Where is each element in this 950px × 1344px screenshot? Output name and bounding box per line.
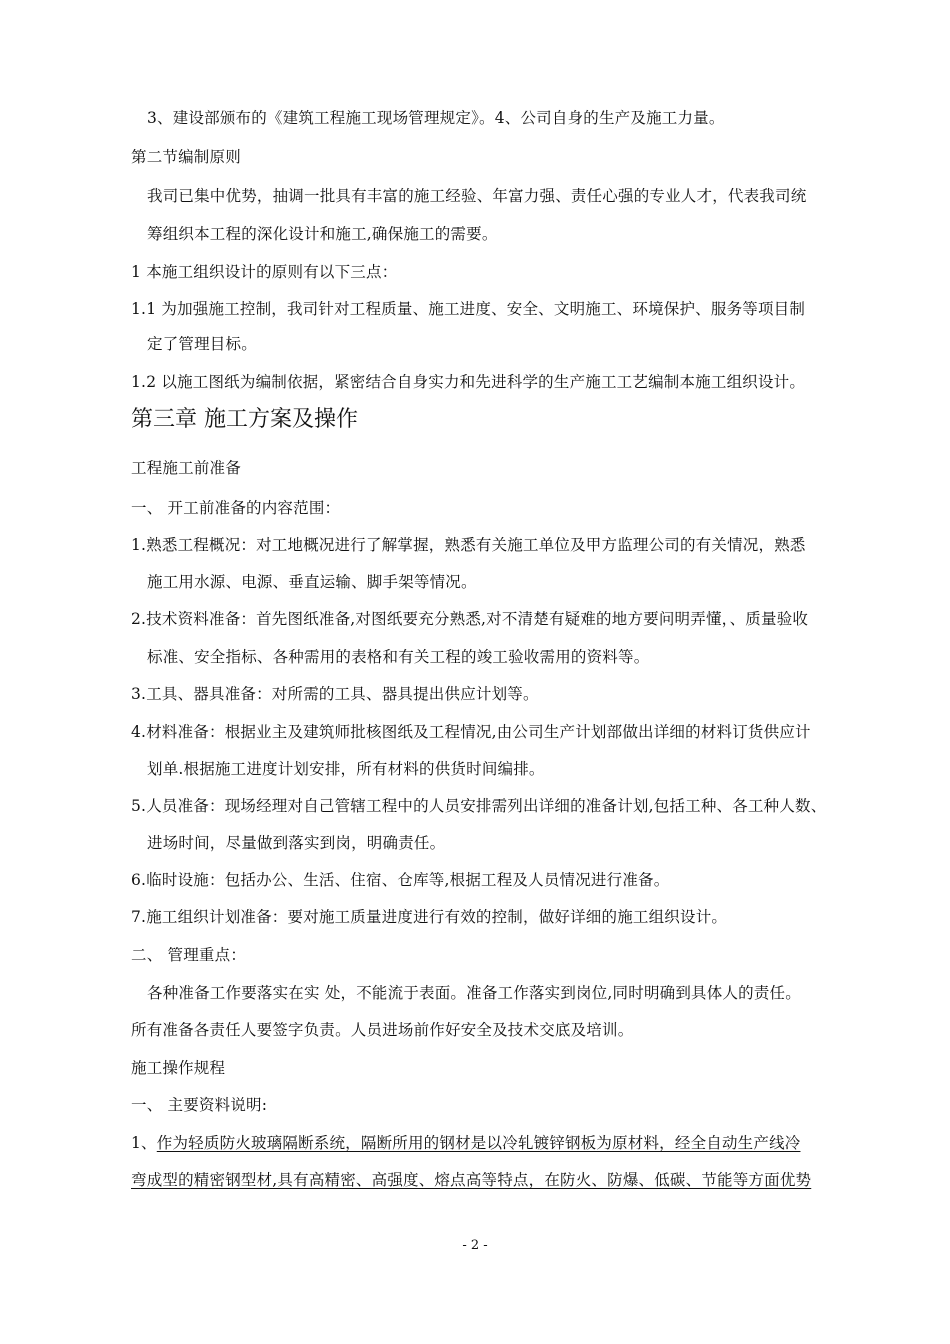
list-heading: 一、 开工前准备的内容范围：	[131, 499, 341, 517]
subsection-heading: 施工操作规程	[131, 1059, 226, 1077]
list-item: 3.工具、器具准备：对所需的工具、器具提出供应计划等。	[131, 685, 539, 703]
list-item: 5.人员准备：现场经理对自己管辖工程中的人员安排需列出详细的准备计划,包括工种、各工种人数、	[131, 797, 827, 815]
section-heading: 第二节编制原则	[131, 148, 241, 166]
list-item: 7.施工组织计划准备：要对施工质量进度进行有效的控制，做好详细的施工组织设计。	[131, 908, 728, 926]
paragraph-line: 标准、安全指标、各种需用的表格和有关工程的竣工验收需用的资料等。	[147, 648, 650, 666]
list-item: 1.熟悉工程概况：对工地概况进行了解掌握，熟悉有关施工单位及甲方监理公司的有关情况，熟悉	[131, 536, 806, 554]
underlined-text: 弯成型的精密钢型材,具有高精密、高强度、熔点高等特点，在防火、防爆、低碳、节能等方面优势	[131, 1171, 812, 1189]
paragraph-line: 我司已集中优势，抽调一批具有丰富的施工经验、年富力强、责任心强的专业人才，代表我司统	[147, 187, 807, 205]
list-item: 6.临时设施：包括办公、生活、住宿、仓库等,根据工程及人员情况进行准备。	[131, 871, 670, 889]
list-heading: 二、 管理重点：	[131, 946, 247, 964]
list-item	[131, 1133, 800, 1153]
list-heading: 一、 主要资料说明:	[131, 1096, 268, 1114]
list-item: 4.材料准备：根据业主及建筑师批核图纸及工程情况,由公司生产计划部做出详细的材料订货供应计	[131, 723, 811, 741]
list-item-number: 1、	[131, 1134, 157, 1152]
list-item: 1 本施工组织设计的原则有以下三点：	[131, 263, 398, 281]
paragraph-line: 进场时间，尽量做到落实到岗，明确责任。	[147, 834, 446, 852]
paragraph-line: 筹组织本工程的深化设计和施工,确保施工的需要。	[147, 225, 498, 243]
paragraph-line: 各种准备工作要落实在实 处，不能流于表面。准备工作落实到岗位,同时明确到具体人的责任。	[147, 984, 801, 1002]
paragraph-line: 划单.根据施工进度计划安排，所有材料的供货时间编排。	[147, 760, 545, 778]
underlined-text: 作为轻质防火玻璃隔断系统，隔断所用的钢材是以冷轧镀锌钢板为原材料，经全自动生产线冷	[156, 1134, 801, 1152]
list-item: 1.1 为加强施工控制，我司针对工程质量、施工进度、安全、文明施工、环境保护、服务等项目制	[131, 300, 806, 318]
paragraph-line: 所有准备各责任人要签字负责。人员进场前作好安全及技术交底及培训。	[131, 1021, 634, 1039]
subsection-heading: 工程施工前准备	[131, 459, 241, 477]
list-item: 2.技术资料准备：首先图纸准备,对图纸要充分熟悉,对不清楚有疑难的地方要问明弄懂，、质量验收	[131, 610, 809, 628]
paragraph-line: 施工用水源、电源、垂直运输、脚手架等情况。	[147, 573, 477, 591]
paragraph-line: 定了管理目标。	[147, 335, 257, 353]
page-number: - 2 -	[462, 1238, 488, 1253]
chapter-title: 第三章 施工方案及操作	[131, 407, 358, 432]
list-item: 1.2 以施工图纸为编制依据，紧密结合自身实力和先进科学的生产施工工艺编制本施工组织设计。	[131, 373, 806, 391]
paragraph-line: 3、建设部颁布的《建筑工程施工现场管理规定》。4、公司自身的生产及施工力量。	[147, 109, 725, 127]
